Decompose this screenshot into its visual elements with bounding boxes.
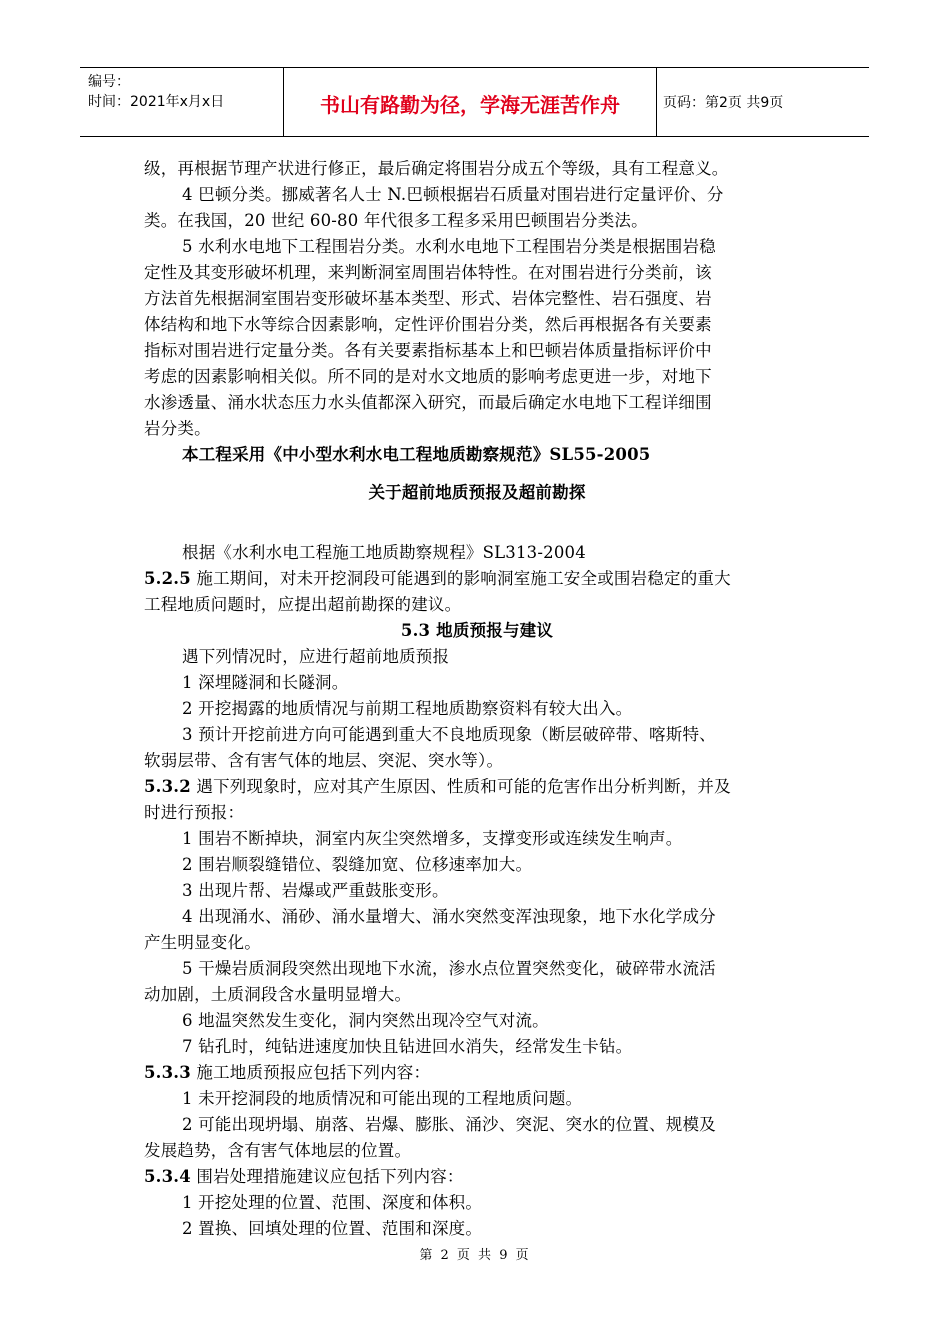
clause-5-2-5 <box>144 567 731 591</box>
document-number-label: 编号： <box>88 74 130 90</box>
list-item: 7 钻孔时，纯钻进速度加快且钻进回水消失，经常发生卡钻。 <box>182 1037 633 1056</box>
body-line: 4 巴顿分类。挪威著名人士 N.巴顿根据岩石质量对围岩进行定量评价、分 <box>182 185 724 204</box>
clause-text: 施工地质预报应包括下列内容： <box>196 1063 431 1082</box>
list-item: 1 未开挖洞段的地质情况和可能出现的工程地质问题。 <box>182 1089 583 1108</box>
list-item: 2 可能出现坍塌、崩落、岩爆、膨胀、涌沙、突泥、突水的位置、规模及 <box>182 1115 716 1134</box>
clause-number: 5.3.2 <box>144 777 191 796</box>
body-line: 发展趋势，含有害气体地层的位置。 <box>144 1141 412 1160</box>
list-item: 2 围岩顺裂缝错位、裂缝加宽、位移速率加大。 <box>182 855 533 874</box>
list-item: 2 置换、回填处理的位置、范围和深度。 <box>182 1219 483 1238</box>
body-line: 定性及其变形破坏机理，来判断洞室周围岩体特性。在对围岩进行分类前，该 <box>144 263 712 282</box>
list-item: 3 出现片帮、岩爆或严重鼓胀变形。 <box>182 881 449 900</box>
body-line: 时进行预报： <box>144 803 245 822</box>
list-item: 4 出现涌水、涌砂、涌水量增大、涌水突然变浑浊现象，地下水化学成分 <box>182 907 716 926</box>
body-line: 软弱层带、含有害气体的地层、突泥、突水等）。 <box>144 751 504 770</box>
body-line: 级，再根据节理产状进行修正，最后确定将围岩分成五个等级，具有工程意义。 <box>144 159 729 178</box>
clause-text: 施工期间，对未开挖洞段可能遇到的影响洞室施工安全或围岩稳定的重大 <box>196 569 731 588</box>
header-motto: 书山有路勤为径，学海无涯苦作舟 <box>283 68 657 136</box>
page-header <box>80 67 869 137</box>
clause-5-3-2 <box>144 775 731 799</box>
body-line: 体结构和地下水等综合因素影响，定性评价围岩分类，然后再根据各有关要素 <box>144 315 712 334</box>
list-item: 3 预计开挖前进方向可能遇到重大不良地质现象（断层破碎带、喀斯特、 <box>182 725 716 744</box>
list-item: 1 开挖处理的位置、范围、深度和体积。 <box>182 1193 483 1212</box>
body-line: 方法首先根据洞室围岩变形破坏基本类型、形式、岩体完整性、岩石强度、岩 <box>144 289 712 308</box>
body-line: 水渗透量、涌水状态压力水头值都深入研究，而最后确定水电地下工程详细围 <box>144 393 712 412</box>
subsection-heading: 5.3 地质预报与建议 <box>400 621 554 640</box>
body-line: 5 水利水电地下工程围岩分类。水利水电地下工程围岩分类是根据围岩稳 <box>182 237 716 256</box>
clause-text: 遇下列现象时，应对其产生原因、性质和可能的危害作出分析判断，并及 <box>196 777 731 796</box>
body-line: 动加剧，土质洞段含水量明显增大。 <box>144 985 412 1004</box>
clause-5-3-4 <box>144 1165 464 1189</box>
body-line: 产生明显变化。 <box>144 933 261 952</box>
body-line: 遇下列情况时，应进行超前地质预报 <box>182 647 450 666</box>
body-line: 类。在我国，20 世纪 60-80 年代很多工程多采用巴顿围岩分类法。 <box>144 211 648 230</box>
body-line: 岩分类。 <box>144 419 211 438</box>
page-footer: 第 2 页 共 9 页 <box>419 1248 531 1263</box>
body-line: 考虑的因素影响相关似。所不同的是对水文地质的影响考虑更进一步，对地下 <box>144 367 712 386</box>
list-item: 1 深埋隧洞和长隧洞。 <box>182 673 349 692</box>
list-item: 1 围岩不断掉块，洞室内灰尘突然增多，支撑变形或连续发生响声。 <box>182 829 683 848</box>
list-item: 5 干燥岩质洞段突然出现地下水流，渗水点位置突然变化，破碎带水流活 <box>182 959 716 978</box>
body-line: 工程地质问题时，应提出超前勘探的建议。 <box>144 595 462 614</box>
body-line: 指标对围岩进行定量分类。各有关要素指标基本上和巴顿岩体质量指标评价中 <box>144 341 712 360</box>
body-line: 根据《水利水电工程施工地质勘察规程》SL313-2004 <box>182 543 586 562</box>
section-heading: 关于超前地质预报及超前勘探 <box>368 483 586 502</box>
clause-5-3-3 <box>144 1061 430 1085</box>
header-meta <box>80 68 283 136</box>
clause-number: 5.2.5 <box>144 569 191 588</box>
list-item: 6 地温突然发生变化，洞内突然出现冷空气对流。 <box>182 1011 549 1030</box>
header-page-indicator: 页码：第2页 共9页 <box>663 95 784 111</box>
clause-number: 5.3.4 <box>144 1167 191 1186</box>
clause-text: 围岩处理措施建议应包括下列内容： <box>196 1167 464 1186</box>
list-item: 2 开挖揭露的地质情况与前期工程地质勘察资料有较大出入。 <box>182 699 633 718</box>
clause-number: 5.3.3 <box>144 1063 191 1082</box>
document-time-label: 时间：2021年x月x日 <box>88 94 225 110</box>
standard-reference-heading: 本工程采用《中小型水利水电工程地质勘察规范》SL55-2005 <box>182 445 651 464</box>
